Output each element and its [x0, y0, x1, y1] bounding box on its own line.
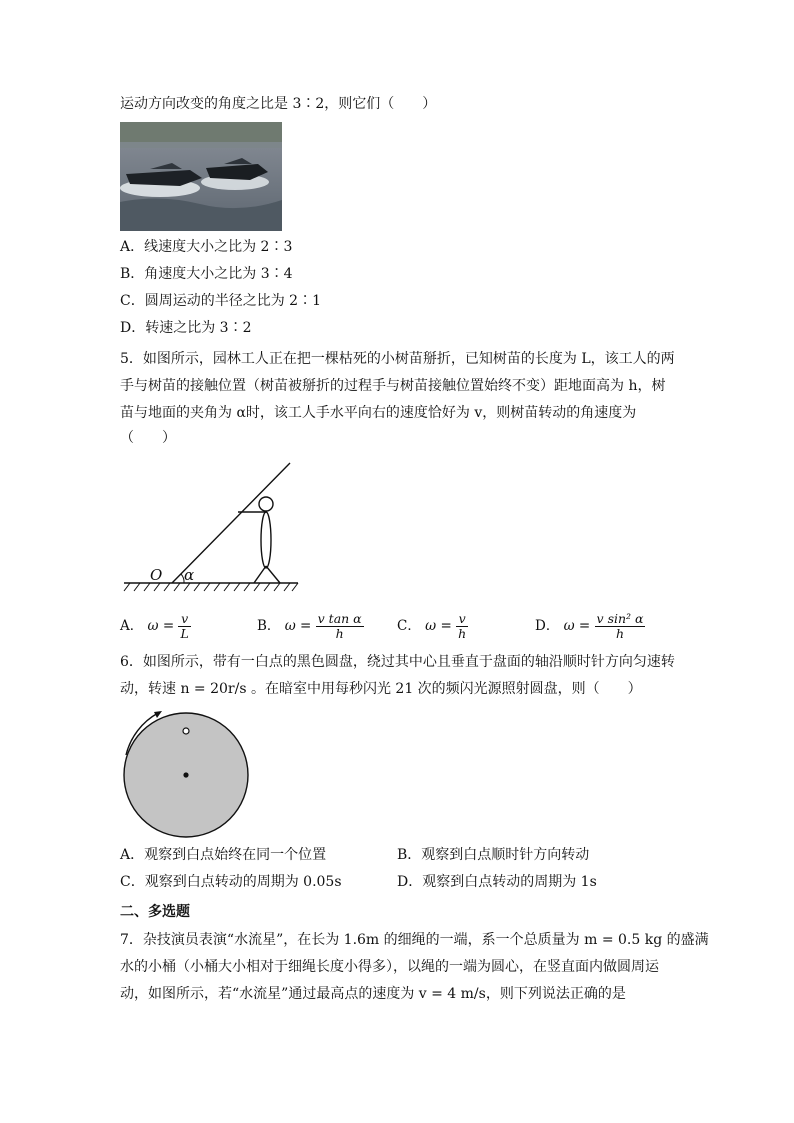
- label-alpha: α: [184, 566, 195, 584]
- tree-worker-figure: [120, 455, 310, 595]
- q6-option-a: A．观察到白点始终在同一个位置: [120, 847, 327, 863]
- sapling-line: [172, 463, 290, 583]
- q6-option-b: B．观察到白点顺时针方向转动: [397, 847, 590, 863]
- q5-stem-line-4: （ ）: [120, 430, 176, 446]
- q4-stem-tail: 运动方向改变的角度之比是 3∶2，则它们（ ）: [120, 96, 437, 112]
- q6-stem-line-2: 动，转速 n = 20r/s 。在暗室中用每秒闪光 21 次的频闪光源照射圆盘，则（ ）: [120, 681, 642, 697]
- worker-body: [261, 512, 271, 568]
- label-o: O: [150, 566, 163, 584]
- q4-option-b: B．角速度大小之比为 3∶4: [120, 266, 293, 282]
- q7-stem-line-2: 水的小桶（小桶大小相对于细绳长度小得多），以绳的一端为圆心，在竖直面内做圆周运: [120, 959, 659, 975]
- q7-stem-line-1: 7．杂技演员表演“水流星”，在长为 1.6m 的细绳的一端，系一个总质量为 m = 0.5 kg 的盛满: [120, 932, 709, 948]
- white-dot: [183, 728, 189, 734]
- q5-stem-line-1: 5．如图所示，园林工人正在把一棵枯死的小树苗掰折，已知树苗的长度为 L，该工人的两: [120, 351, 675, 367]
- q5-stem-line-3: 苗与地面的夹角为 α时，该工人手水平向右的速度恰好为 v，则树苗转动的角速度为: [120, 405, 637, 421]
- q7-stem-line-3: 动，如图所示，若“水流星”通过最高点的速度为 v = 4 m/s，则下列说法正确的是: [120, 986, 626, 1002]
- speedboats-photo: [120, 122, 282, 231]
- disk-center: [183, 772, 188, 777]
- q4-option-a: A．线速度大小之比为 2∶3: [120, 239, 293, 255]
- q5-option-c: C． ω = $\frac{v}{h}$: [397, 611, 467, 641]
- q5-option-a: A． ω = $\frac{v}{L}$: [120, 611, 189, 641]
- section-title-multiple-choice: 二、多选题: [120, 904, 190, 920]
- q4-option-d: D．转速之比为 3∶2: [120, 320, 252, 336]
- q5-option-d: D． ω = $\frac{\text{v sin² α}}{h}$: [535, 611, 644, 641]
- q6-option-d: D．观察到白点转动的周期为 1s: [397, 874, 597, 890]
- rotating-disk-figure: [118, 703, 258, 843]
- worker-head: [259, 497, 273, 511]
- q6-stem-line-1: 6．如图所示，带有一白点的黑色圆盘，绕过其中心且垂直于盘面的轴沿顺时针方向匀速转: [120, 654, 675, 670]
- q5-option-b: B． ω = $\frac{\text{v tan α}}{h}$: [257, 611, 362, 641]
- q5-stem-line-2: 手与树苗的接触位置（树苗被掰折的过程手与树苗接触位置始终不变）距地面高为 h，树: [120, 378, 666, 394]
- q4-option-c: C．圆周运动的半径之比为 2∶1: [120, 293, 321, 309]
- q6-option-c: C．观察到白点转动的周期为 0.05s: [120, 874, 342, 890]
